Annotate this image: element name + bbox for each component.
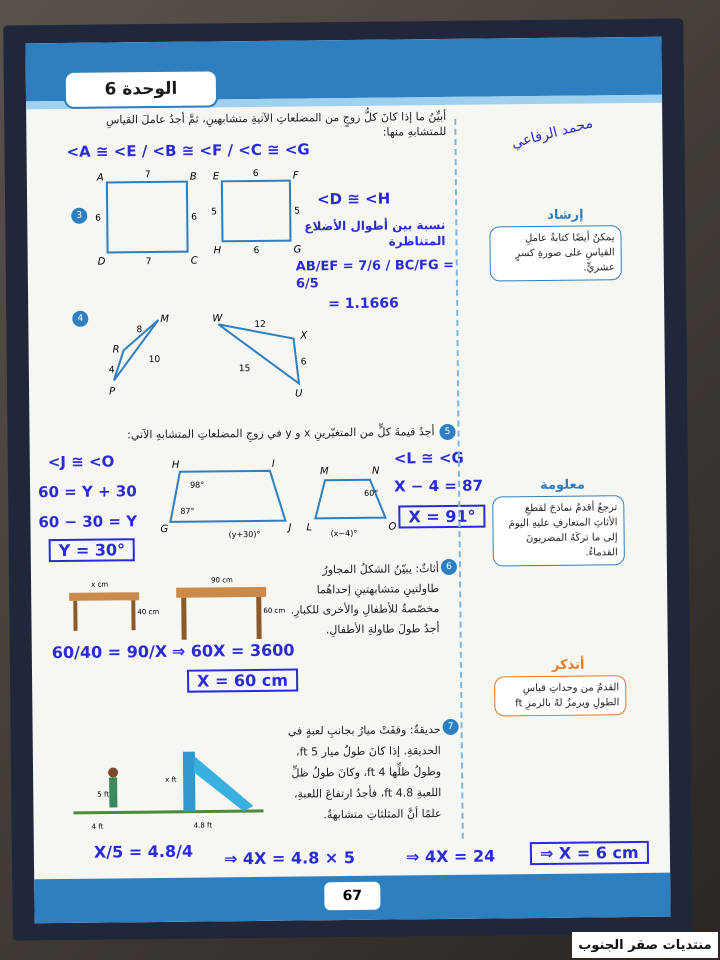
label-quad-N: N xyxy=(371,465,380,477)
label-P: P xyxy=(109,386,116,398)
rect2-right: 5 xyxy=(294,206,300,217)
q4-triangles xyxy=(88,308,319,400)
fig-s2: 4.8 ft xyxy=(193,821,213,830)
angle-60: 60° xyxy=(364,488,379,498)
angle-y30: (y+30)° xyxy=(228,529,261,540)
label-W: W xyxy=(212,313,223,325)
label-quad-O: O xyxy=(388,521,397,533)
fig-h2: x ft xyxy=(165,775,177,784)
label-quad-I: I xyxy=(271,458,275,470)
angle-x4: (x−4)° xyxy=(330,528,358,539)
triangle-wxu xyxy=(218,324,299,385)
angle-87: 87° xyxy=(180,506,195,516)
hand-ratio: AB/EF = 7/6 / BC/FG = 6/5 xyxy=(295,257,455,292)
hint-box xyxy=(489,225,622,281)
hand-q6-1: 60/40 = 90/X xyxy=(51,641,168,663)
unit-title: الوحدة 6 xyxy=(64,69,218,109)
hand-q5-left-1: <J ≅ <O xyxy=(47,452,115,472)
rect1-right: 6 xyxy=(191,212,198,223)
rect2-left: 5 xyxy=(211,207,217,218)
label-X: X xyxy=(300,330,308,342)
q7-slide-figure xyxy=(73,731,274,833)
label-U: U xyxy=(295,388,303,400)
rect2-top: 6 xyxy=(252,168,259,179)
label-R: R xyxy=(112,344,120,356)
tri2-s1: 12 xyxy=(254,319,266,330)
question-7-number: 7 xyxy=(443,719,459,735)
hand-q5-left-2: 60 = Y + 30 xyxy=(38,482,137,502)
hand-q7-1: X/5 = 4.8/4 xyxy=(93,841,194,862)
rect1-top: 7 xyxy=(144,170,151,181)
author-signature: محمد الرفاعي xyxy=(509,115,595,152)
question-6-text: أثاثٌ: يبيّنُ الشكلُ المجاورُ طاولتينِ متشابهتينِ إحداهُما مخصّصةٌ للأطفالِ والأخرى للكبارِ. أجدُ طولَ طاولةِ الأطفالِ. xyxy=(290,562,440,637)
question-4-number: 4 xyxy=(72,311,88,327)
hand-q5-right-2: X − 4 = 87 xyxy=(393,476,484,496)
question-5-text: أجدُ قيمةَ كلٍّ من المتغيّرينِ x و y في زوجِ المضلعاتِ المتشابهِ الآتي: xyxy=(127,425,435,442)
slide-chute xyxy=(193,756,254,812)
hand-q7-4: ⇒ X = 6 cm xyxy=(530,841,649,865)
remember-title: أتذكر xyxy=(551,657,585,673)
table1-height: 40 cm xyxy=(137,607,160,617)
label-H: H xyxy=(213,245,222,257)
label-E: E xyxy=(212,171,220,183)
question-intro: أبيِّنُ ما إذا كانَ كلُّ زوجٍ من المضلعاتِ الآتيةِ متشابهينِ، ثمَّ أجدُ عاملَ القياسِ للمتشابهِ منها: xyxy=(105,109,447,139)
hand-result: = 1.1666 xyxy=(328,295,399,313)
table2-height: 60 cm xyxy=(263,606,286,615)
label-G: G xyxy=(293,244,302,256)
angle-98: 98° xyxy=(190,480,205,490)
label-quad-L: L xyxy=(306,522,313,534)
hint-text: يمكنُ أيضًا كتابةُ عاملِ القياسِ على صورةِ كسرٍ عشريٍّ. xyxy=(515,232,615,274)
q5-quadrilaterals xyxy=(150,449,401,542)
tri2-s2: 15 xyxy=(238,364,251,375)
hand-q5-left-4: Y = 30° xyxy=(49,538,136,562)
fig-s1: 4 ft xyxy=(91,822,104,831)
label-C: C xyxy=(190,255,198,267)
q3-rectangles xyxy=(87,160,318,272)
label-quad-M: M xyxy=(319,466,329,478)
page-sheet xyxy=(25,37,670,924)
info-title: معلومة xyxy=(539,477,585,493)
hand-angles: <A ≅ <E / <B ≅ <F / <C ≅ <G xyxy=(66,140,310,161)
table1-width: x cm xyxy=(91,580,109,589)
label-F: F xyxy=(292,170,299,182)
girl-head xyxy=(108,767,118,777)
info-text: ترجعُ أقدمُ نماذجَ لقطعِ الأثاثِ المتعارفِ عليهِ اليومَ إلى ما تركَهُ المصريونَ القدماءُ. xyxy=(508,502,618,559)
hand-q7-3: ⇒ 4X = 24 xyxy=(405,846,496,867)
tri1-s1: 8 xyxy=(136,325,143,336)
rect-efgh xyxy=(222,181,291,242)
label-B: B xyxy=(189,171,197,183)
tri2-s3: 6 xyxy=(300,357,307,368)
label-D: D xyxy=(97,256,106,268)
tri1-s2: 10 xyxy=(148,354,161,366)
girl-body xyxy=(109,777,117,807)
hint-title: إرشاد xyxy=(547,207,584,223)
rect1-bottom: 7 xyxy=(145,257,152,268)
question-7-text: حديقةٌ: وقفَتْ ميارُ بجانبِ لعبةٍ في الحديقةِ. إذا كانَ طولُ ميار 5 ft، وطولُ ظلِّها 4 ft، وكانَ طولُ ظلِّ اللعبةِ 4.8 ft، فأجدُ ارتفاعَ اللعبةِ، علمًا أنَّ المثلثاتِ متشابهةٌ. xyxy=(287,723,442,822)
slide-ladder xyxy=(183,752,196,812)
page-number: 67 xyxy=(324,882,380,911)
label-quad-J: J xyxy=(288,522,292,534)
table-large-top xyxy=(176,587,266,598)
hand-note: نسبة بين أطوال الأضلاع المتناظرة xyxy=(304,217,446,249)
hand-q6-2: ⇒ 60X = 3600 xyxy=(171,640,295,661)
hand-q5-left-3: 60 − 30 = Y xyxy=(38,512,138,532)
forum-watermark: منتديات صقر الجنوب xyxy=(572,932,718,958)
info-box xyxy=(492,495,625,566)
remember-box xyxy=(494,675,626,716)
hand-q6-3: X = 60 cm xyxy=(187,669,298,693)
book-page xyxy=(3,18,693,940)
label-quad-G: G xyxy=(160,523,169,535)
table2-width: 90 cm xyxy=(211,576,233,585)
label-M: M xyxy=(160,313,170,325)
rect2-bottom: 6 xyxy=(253,245,260,256)
remember-text: القدمُ من وحداتِ قياسِ الطولِ ويرمزُ لهُ بالرمزِ ft xyxy=(515,682,620,710)
question-6-number: 6 xyxy=(441,559,457,575)
quad-mnlo xyxy=(315,480,385,519)
rect1-left: 6 xyxy=(95,213,102,224)
hand-angle-d: <D ≅ <H xyxy=(316,189,391,209)
question-5-number: 5 xyxy=(439,424,455,440)
label-quad-H: H xyxy=(171,459,180,471)
question-3-number: 3 xyxy=(71,208,87,224)
hand-q5-right-1: <L ≅ <G xyxy=(393,448,464,468)
tri1-s3: 4 xyxy=(108,365,115,376)
hand-q5-right-3: X = 91° xyxy=(398,505,485,529)
hand-q7-2: ⇒ 4X = 4.8 × 5 xyxy=(223,847,356,869)
rect-abcd xyxy=(107,182,188,253)
label-A: A xyxy=(96,172,104,184)
ground xyxy=(73,811,263,813)
fig-h1: 5 ft xyxy=(97,790,110,799)
table-small-top xyxy=(69,592,139,601)
